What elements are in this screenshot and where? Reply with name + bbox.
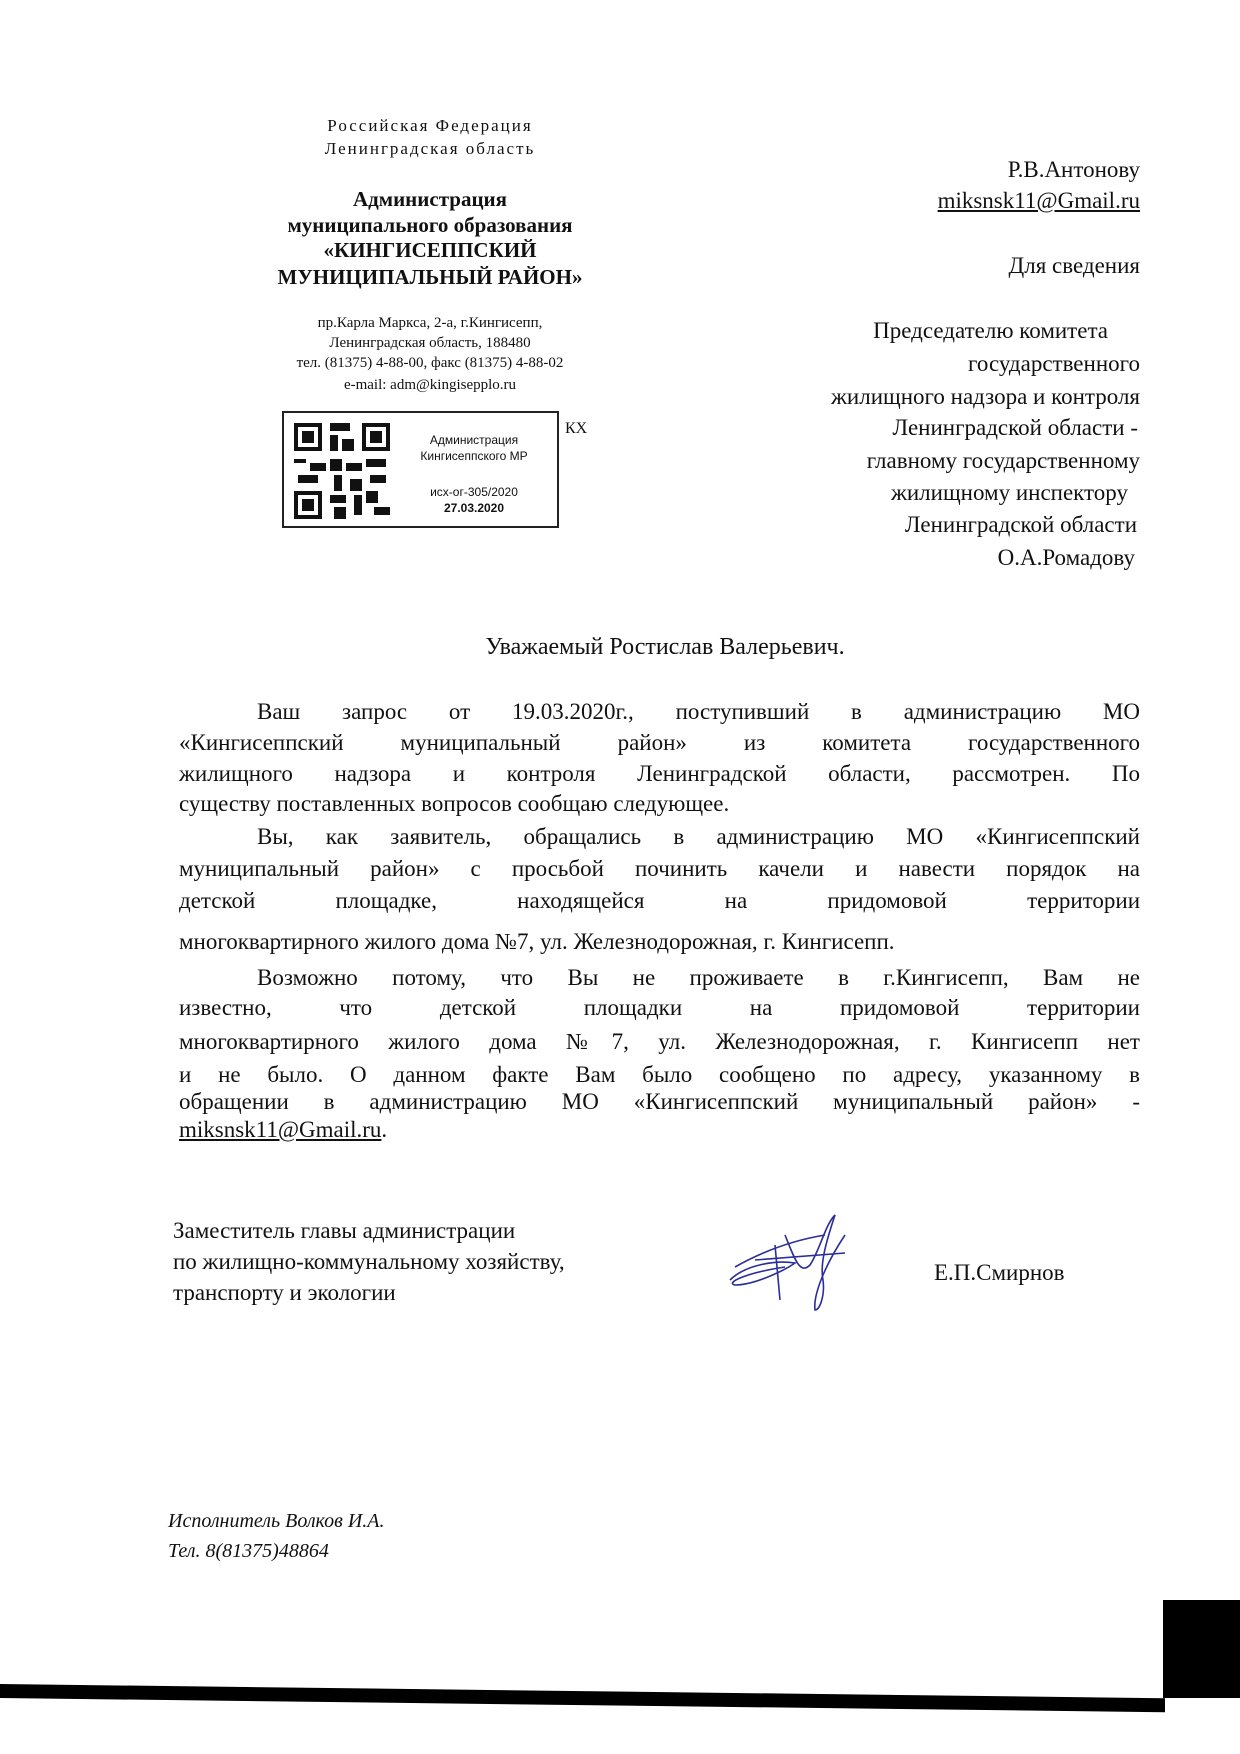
qr-code-icon bbox=[294, 423, 390, 519]
recipient-email[interactable]: miksnsk11@Gmail.ru bbox=[937, 188, 1140, 213]
org-line: Администрация bbox=[352, 187, 508, 211]
email-line: e-mail: adm@kingisepplo.ru bbox=[343, 377, 517, 393]
region: Ленинградская область bbox=[324, 139, 536, 158]
cc-line: главному государственному bbox=[866, 448, 1140, 473]
cc-line: государственного bbox=[968, 351, 1140, 376]
executor-phone: Тел. 8(81375)48864 bbox=[168, 1540, 329, 1562]
salutation: Уважаемый Ростислав Валерьевич. bbox=[485, 634, 845, 660]
address-line: тел. (81375) 4-88-00, факс (81375) 4-88-02 bbox=[296, 355, 564, 371]
body-line: известно, что детской площадки на придомовой территории bbox=[179, 995, 1140, 1020]
signer-name: Е.П.Смирнов bbox=[934, 1260, 1065, 1285]
stamp-date: 27.03.2020 bbox=[443, 501, 505, 515]
cc-line: Ленинградской области bbox=[904, 512, 1137, 537]
body-line: жилищного надзора и контроля Ленинградской области, рассмотрен. По bbox=[179, 761, 1140, 786]
body-line: многоквартирного жилого дома №7, ул. Железнодорожная, г. Кингисепп нет bbox=[179, 1029, 1140, 1054]
body-line: «Кингисеппский муниципальный район» из комитета государственного bbox=[179, 730, 1140, 755]
cc-line: жилищного надзора и контроля bbox=[831, 384, 1140, 409]
address-line: пр.Карла Маркса, 2-а, г.Кингисепп, bbox=[317, 315, 543, 331]
stamp-org: Администрация bbox=[429, 433, 519, 447]
body-line bbox=[179, 1117, 1140, 1143]
for-info-label: Для сведения bbox=[1008, 253, 1140, 278]
registration-stamp bbox=[282, 411, 559, 528]
body-line: муниципальный район» с просьбой починить качели и навести порядок на bbox=[179, 856, 1140, 881]
body-line: Возможно потому, что Вы не проживаете в г.Кингисепп, Вам не bbox=[257, 965, 1140, 990]
cc-line: жилищному инспектору bbox=[890, 480, 1128, 505]
org-line: МУНИЦИПАЛЬНЫЙ РАЙОН» bbox=[277, 265, 583, 289]
recipient-name: Р.В.Антонову bbox=[1007, 157, 1140, 182]
signer-position: по жилищно-коммунальному хозяйству, bbox=[173, 1249, 565, 1274]
cc-line: Ленинградской области - bbox=[892, 415, 1138, 440]
body-line: и не было. О данном факте Вам было сообщено по адресу, указанному в bbox=[179, 1062, 1140, 1087]
scan-edge-corner bbox=[1163, 1600, 1240, 1698]
applicant-email-link[interactable]: miksnsk11@Gmail.ru bbox=[179, 1117, 382, 1142]
org-line: «КИНГИСЕППСКИЙ bbox=[323, 238, 537, 262]
body-line: многоквартирного жилого дома №7, ул. Железнодорожная, г. Кингисепп. bbox=[179, 929, 895, 954]
signer-position: Заместитель главы администрации bbox=[173, 1218, 516, 1243]
scan-edge-bottom bbox=[0, 1684, 1165, 1712]
handwritten-signature bbox=[725, 1205, 885, 1315]
country: Российская Федерация bbox=[327, 116, 533, 135]
body-line: детской площадке, находящейся на придомовой территории bbox=[179, 888, 1140, 913]
body-line: Вы, как заявитель, обращались в администрацию МО «Кингисеппский bbox=[257, 824, 1140, 849]
address-line: Ленинградская область, 188480 bbox=[329, 335, 531, 351]
stamp-org: Кингисеппского МР bbox=[420, 449, 528, 463]
signer-position: транспорту и экологии bbox=[173, 1280, 396, 1305]
cc-line: Председателю комитета bbox=[873, 318, 1108, 343]
cc-line: О.А.Ромадову bbox=[997, 545, 1135, 570]
body-line: существу поставленных вопросов сообщаю следующее. bbox=[179, 791, 730, 816]
body-line: обращении в администрацию МО «Кингисеппский муниципальный район» - bbox=[179, 1089, 1140, 1114]
org-line: муниципального образования bbox=[287, 213, 573, 237]
executor-name: Исполнитель Волков И.А. bbox=[168, 1510, 385, 1532]
final-period: . bbox=[381, 1117, 388, 1142]
stamp-note: КХ bbox=[565, 420, 588, 437]
body-line: Ваш запрос от 19.03.2020г., поступивший в администрацию МО bbox=[257, 699, 1140, 724]
stamp-number: исх-ог-305/2020 bbox=[430, 485, 518, 499]
